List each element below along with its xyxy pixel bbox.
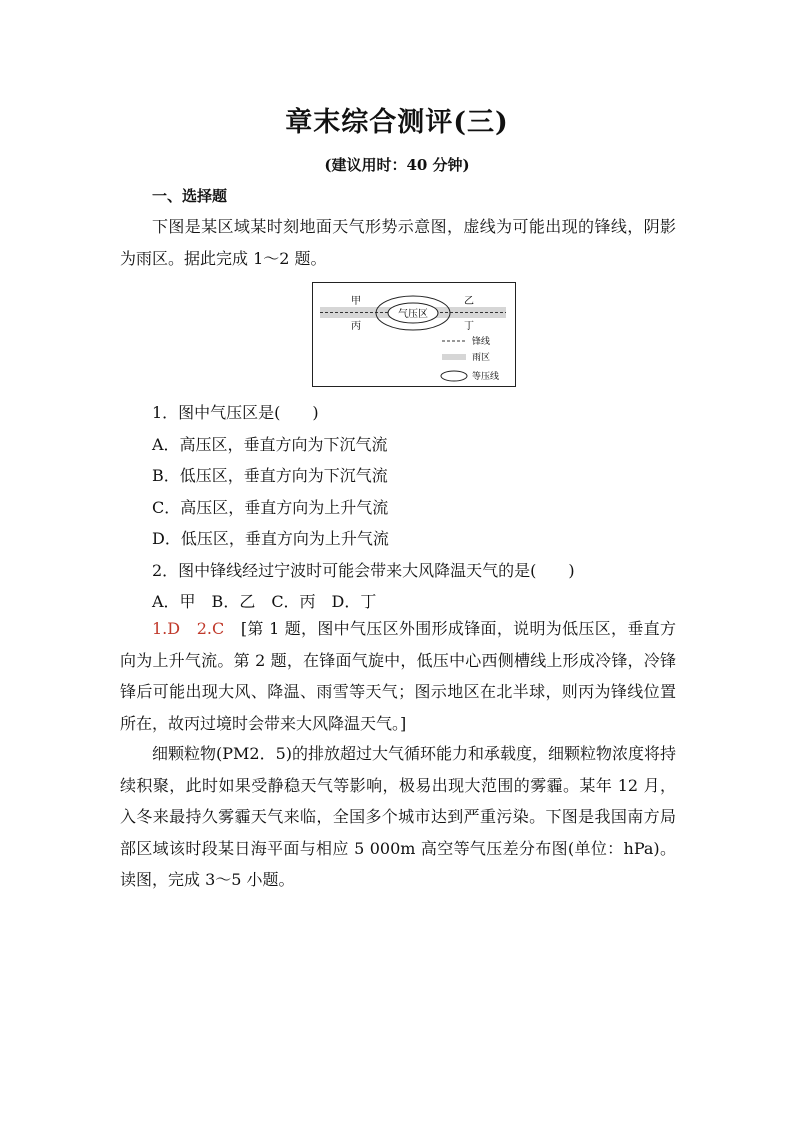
passage-2: 细颗粒物(PM2．5)的排放超过大气循环能力和承载度，细颗粒物浓度将持续积聚，此时如果受静稳天气等影响，极易出现大范围的雾霾。某年 12 月，入冬来最持久雾霾天气来临，全国多个城市达到严重污染。下图是我国南方局部区域该时段某日海平面与相应 5 000m 高空等气压差分布图(单位：hPa)。读图，完成 3～5 小题。 — [120, 744, 676, 889]
label-yi: 乙 — [464, 296, 474, 307]
label-ding: 丁 — [464, 321, 474, 332]
label-jia: 甲 — [351, 296, 361, 307]
question-1-option-d: D．低压区，垂直方向为上升气流 — [152, 529, 389, 548]
answer-explanation — [120, 613, 676, 739]
pressure-area-label: 气压区 — [398, 309, 428, 320]
label-bing: 丙 — [351, 321, 361, 332]
question-2-options: A．甲 B．乙 C．丙 D．丁 — [152, 592, 377, 611]
diagram-frame — [313, 283, 516, 387]
legend-isobar-label: 等压线 — [472, 372, 500, 382]
question-1-stem: 1．图中气压区是( ) — [152, 403, 319, 422]
weather-diagram — [312, 282, 516, 387]
answer-key: 1.D 2.C — [152, 619, 225, 638]
page-title: 章末综合测评(三) — [285, 107, 509, 138]
legend-rain-symbol — [442, 354, 466, 360]
suggested-time: (建议用时：40 分钟) — [324, 156, 470, 174]
section-heading: 一、选择题 — [152, 187, 228, 205]
question-1-option-c: C．高压区，垂直方向为上升气流 — [152, 498, 389, 517]
question-1-option-b: B．低压区，垂直方向为下沉气流 — [152, 466, 388, 485]
question-2-stem: 2．图中锋线经过宁波时可能会带来大风降温天气的是( ) — [152, 561, 575, 580]
intro-paragraph: 下图是某区域某时刻地面天气形势示意图，虚线为可能出现的锋线，阴影为雨区。据此完成 1～2 题。 — [120, 217, 676, 268]
explanation-text: [第 1 题，图中气压区外围形成锋面，说明为低压区，垂直方向为上升气流。第 2 题，在锋面气旋中，低压中心西侧槽线上形成冷锋，冷锋锋后可能出现大风、降温、雨雪等天气；图示地区在北半球，则丙为锋线位置所在，故丙过境时会带来大风降温天气。] — [120, 619, 676, 733]
legend-front-label: 锋线 — [472, 337, 491, 347]
legend-rain-label: 雨区 — [472, 353, 491, 363]
question-1-option-a: A．高压区，垂直方向为下沉气流 — [152, 435, 388, 454]
